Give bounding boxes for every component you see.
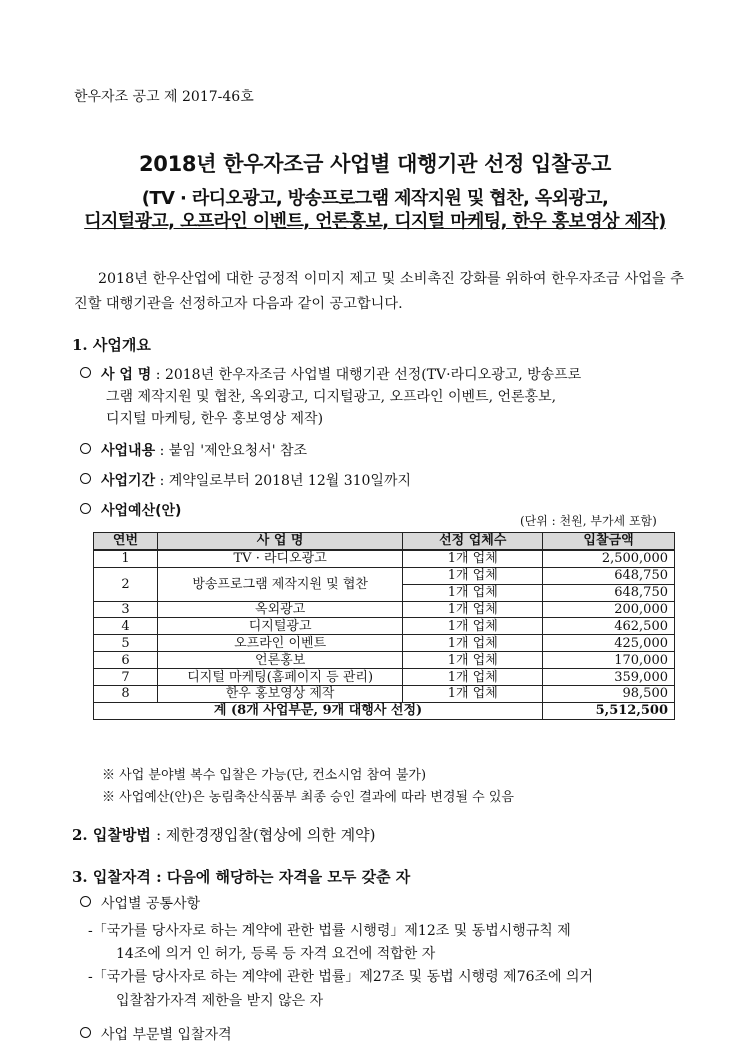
sector-requirements-row [80, 1024, 232, 1044]
header-name: 사 업 명 [157, 533, 402, 550]
requirement-item-2-line2: 입찰참가자격 제한을 받지 않은 자 [116, 993, 324, 1009]
cell-no: 7 [94, 669, 158, 686]
cell-no: 2 [94, 567, 158, 601]
circle-bullet-icon [80, 503, 91, 514]
header-amount: 입찰금액 [543, 533, 675, 550]
total-amount: 5,512,500 [543, 702, 675, 719]
requirement-item-2-line1: -「국가를 당사자로 하는 계약에 관한 법률」제27조 및 동법 시행령 제76조에 의거 [88, 969, 594, 985]
cell-no: 4 [94, 618, 158, 635]
cell-amount: 200,000 [543, 601, 675, 618]
content-value: : 붙임 '제안요청서' 참조 [159, 443, 308, 459]
project-name-label: 사 업 명 [101, 367, 152, 383]
cell-count: 1개 업체 [403, 618, 543, 635]
cell-no: 6 [94, 652, 158, 669]
circle-bullet-icon [80, 1027, 91, 1038]
circle-bullet-icon [80, 443, 91, 454]
cell-amount: 170,000 [543, 652, 675, 669]
section2-heading: 2. 입찰방법 [72, 826, 151, 844]
cell-name: 디지털광고 [157, 618, 402, 635]
cell-name: 옥외광고 [157, 601, 402, 618]
budget-label: 사업예산(안) [101, 503, 182, 519]
period-value: : 계약일로부터 2018년 12월 310일까지 [159, 473, 412, 489]
content-row [80, 440, 307, 460]
budget-table [93, 532, 675, 720]
sector-requirements-label: 사업 부문별 입찰자격 [101, 1027, 232, 1043]
table-row [94, 550, 675, 567]
section1-heading: 1. 사업개요 [72, 336, 151, 354]
cell-amount: 648,750 [543, 567, 675, 584]
cell-count: 1개 업체 [403, 584, 543, 601]
subtitle-line-2: 디지털광고, 오프라인 이벤트, 언론홍보, 디지털 마케팅, 한우 홍보영상 제작) [84, 211, 666, 232]
requirement-item-1-line2: 14조에 의거 인 허가, 등록 등 자격 요건에 적합한 자 [116, 946, 436, 962]
cell-no: 1 [94, 550, 158, 567]
cell-count: 1개 업체 [403, 601, 543, 618]
header-count: 선정 업체수 [403, 533, 543, 550]
table-row [94, 669, 675, 686]
cell-amount: 648,750 [543, 584, 675, 601]
cell-count: 1개 업체 [403, 567, 543, 584]
project-name-value: : 2018년 한우자조금 사업별 대행기관 선정(TV·라디오광고, 방송프로 [155, 367, 582, 383]
header-no: 연번 [94, 533, 158, 550]
requirement-item-1-line1: -「국가를 당사자로 하는 계약에 관한 법률 시행령」제12조 및 동법시행규칙 제 [88, 923, 571, 939]
cell-count: 1개 업체 [403, 652, 543, 669]
section3-heading: 3. 입찰자격 : 다음에 해당하는 자격을 모두 갖춘 자 [72, 868, 411, 886]
intro-paragraph: 2018년 한우산업에 대한 긍정적 이미지 제고 및 소비촉진 강화를 위하여 한우자조금 사업을 추진할 대행기관을 선정하고자 다음과 같이 공고합니다. [74, 271, 684, 312]
table-row [94, 635, 675, 652]
project-name-row [80, 364, 581, 384]
cell-amount: 359,000 [543, 669, 675, 686]
common-requirements-label: 사업별 공통사항 [101, 896, 201, 912]
table-row [94, 686, 675, 703]
table-total-row [94, 702, 675, 719]
cell-name: TV · 라디오광고 [157, 550, 402, 567]
page-title: 2018년 한우자조금 사업별 대행기관 선정 입찰공고 [138, 152, 612, 176]
period-row [80, 470, 411, 490]
budget-row [80, 500, 181, 520]
table-row [94, 567, 675, 584]
project-name-cont1: 그램 제작지원 및 협찬, 옥외광고, 디지털광고, 오프라인 이벤트, 언론홍보, [106, 389, 557, 405]
note-budget-change: ※ 사업예산(안)은 농림축산식품부 최종 승인 결과에 따라 변경될 수 있음 [102, 790, 514, 805]
table-row [94, 618, 675, 635]
table-header-row [94, 533, 675, 550]
cell-count: 1개 업체 [403, 686, 543, 703]
cell-name: 오프라인 이벤트 [157, 635, 402, 652]
project-name-cont2: 디지털 마케팅, 한우 홍보영상 제작) [106, 411, 324, 427]
content-label: 사업내용 [101, 443, 156, 459]
section2-row [72, 824, 376, 845]
common-requirements-row [80, 893, 200, 913]
cell-amount: 2,500,000 [543, 550, 675, 567]
table-row [94, 652, 675, 669]
cell-amount: 98,500 [543, 686, 675, 703]
cell-name: 디지털 마케팅(홈페이지 등 관리) [157, 669, 402, 686]
note-multiple-bids: ※ 사업 분야별 복수 입찰은 가능(단, 컨소시엄 참여 불가) [102, 768, 427, 783]
unit-note: (단위 : 천원, 부가세 포함) [520, 514, 657, 528]
cell-amount: 425,000 [543, 635, 675, 652]
cell-amount: 462,500 [543, 618, 675, 635]
cell-count: 1개 업체 [403, 669, 543, 686]
cell-count: 1개 업체 [403, 635, 543, 652]
cell-no: 8 [94, 686, 158, 703]
circle-bullet-icon [80, 473, 91, 484]
cell-name: 한우 홍보영상 제작 [157, 686, 402, 703]
notice-number: 한우자조 공고 제 2017-46호 [74, 89, 254, 105]
cell-count: 1개 업체 [403, 550, 543, 567]
cell-name: 방송프로그램 제작지원 및 협찬 [157, 567, 402, 601]
circle-bullet-icon [80, 367, 91, 378]
table-row [94, 601, 675, 618]
cell-no: 5 [94, 635, 158, 652]
period-label: 사업기간 [101, 473, 156, 489]
circle-bullet-icon [80, 896, 91, 907]
cell-no: 3 [94, 601, 158, 618]
subtitle-line-1: (TV · 라디오광고, 방송프로그램 제작지원 및 협찬, 옥외광고, [141, 188, 609, 209]
total-label: 계 (8개 사업부문, 9개 대행사 선정) [94, 702, 543, 719]
section2-value: : 제한경쟁입찰(협상에 의한 계약) [156, 826, 376, 844]
cell-name: 언론홍보 [157, 652, 402, 669]
